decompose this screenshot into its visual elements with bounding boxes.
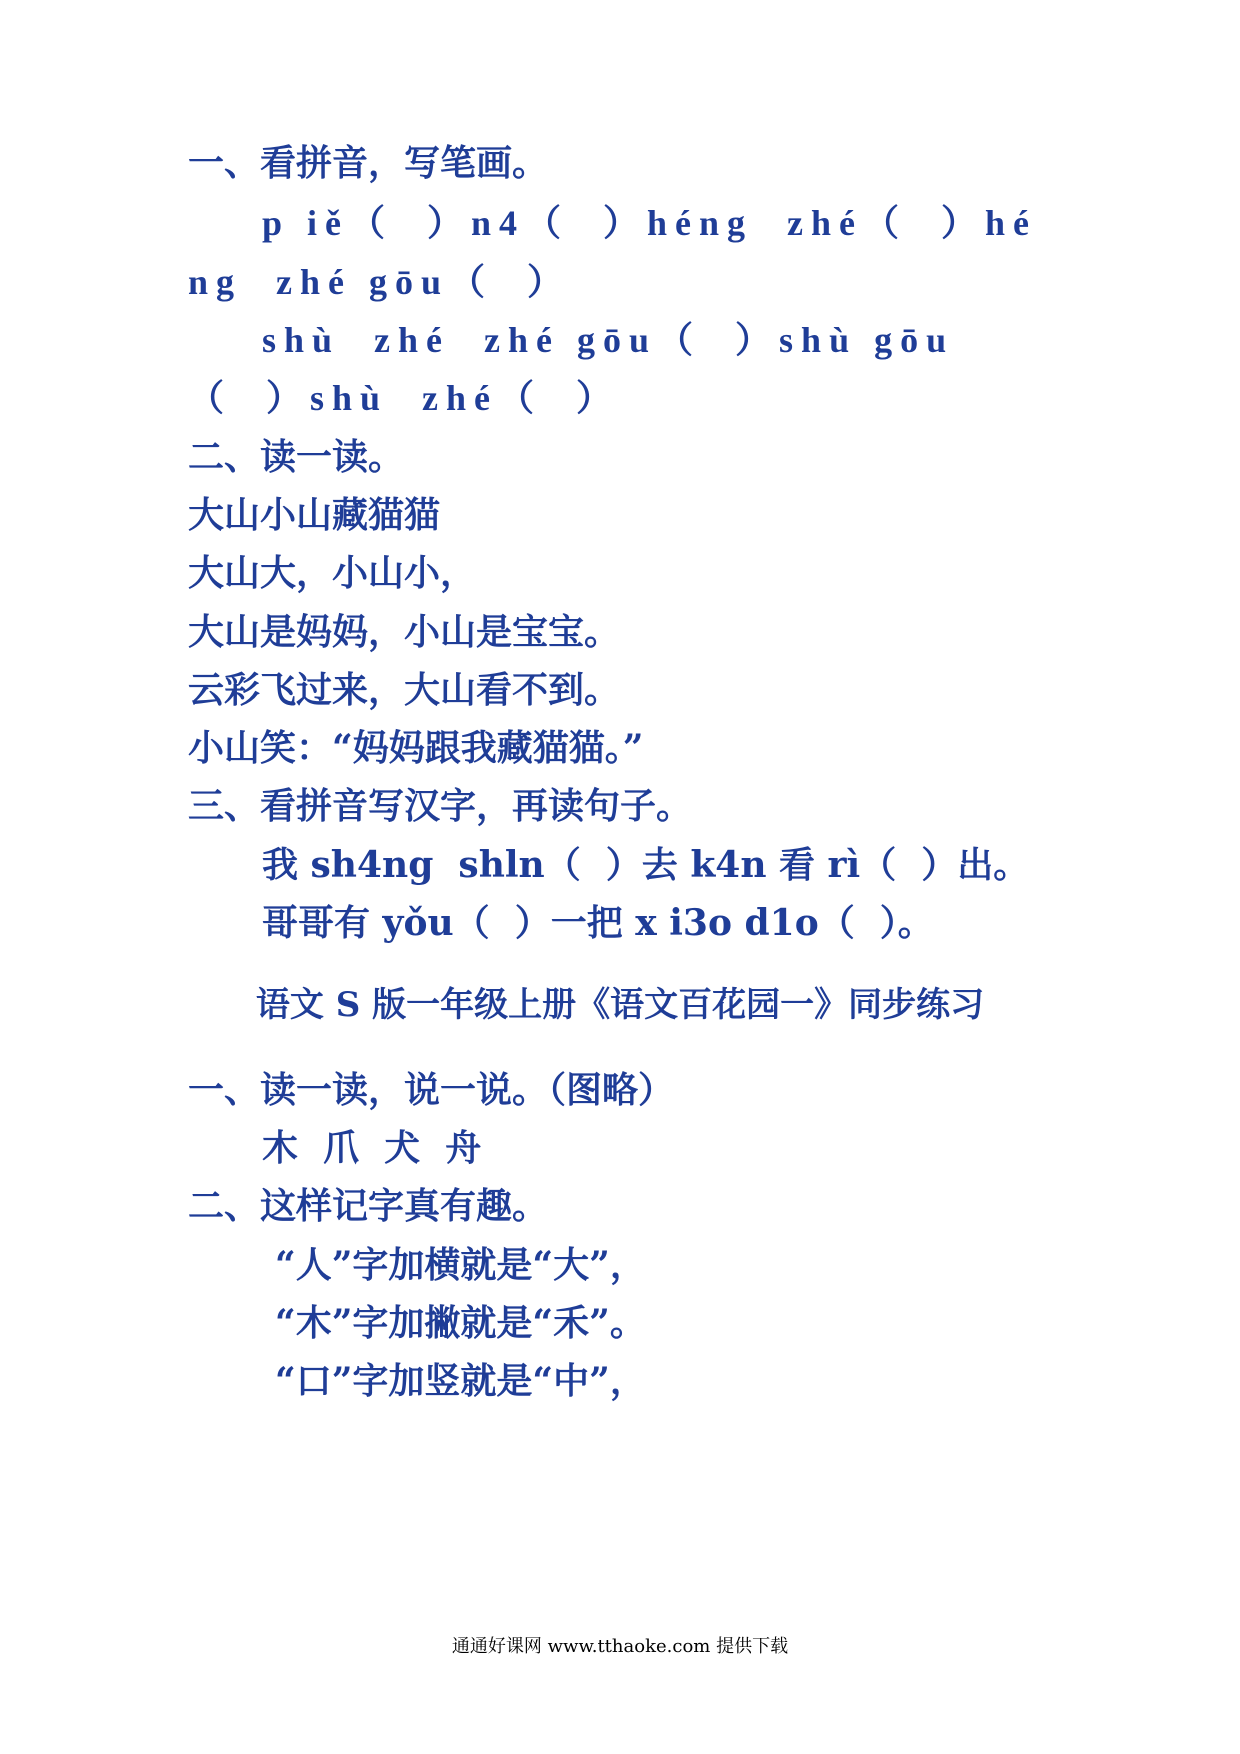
part3-heading: 三、看拼音写汉字，再读句子。 — [188, 785, 693, 827]
poem-line-1: 大山小山藏猫猫 — [188, 494, 441, 536]
part1-pinyin-line-4: （ ）shù zhé（ ） — [188, 378, 621, 418]
part1-pinyin-line-2: ng zhé gōu（ ） — [188, 262, 572, 302]
sec2-part2-line-3: “口”字加竖就是“中”， — [275, 1360, 646, 1402]
part3-sentence-2: 哥哥有 yǒu（ ）一把 x i3o d1o（ ）。 — [262, 902, 934, 944]
part3-sentence-1: 我 sh4ng shln（ ）去 k4n 看 rì（ ）出。 — [262, 844, 1030, 886]
sec2-part2-line-2: “木”字加撇就是“禾”。 — [275, 1302, 646, 1344]
poem-line-2: 大山大，小山小， — [188, 552, 477, 594]
part1-pinyin-line-3: shù zhé zhé gōu（ ）shù gōu — [262, 320, 955, 360]
sec2-part1-heading: 一、读一读，说一说。（图略） — [188, 1069, 675, 1111]
poem-line-4: 云彩飞过来，大山看不到。 — [188, 669, 621, 711]
part1-heading: 一、看拼音，写笔画。 — [188, 142, 549, 184]
part1-pinyin-line-1: p iě（ ）n4（ ）héng zhé（ ）hé — [262, 203, 1038, 243]
page-footer: 通通好课网 www.tthaoke.com 提供下载 — [451, 1636, 789, 1657]
section-title: 语文 S 版一年级上册《语文百花园一》同步练习 — [255, 985, 985, 1025]
sec2-part2-line-1: “人”字加横就是“大”， — [275, 1244, 646, 1286]
poem-line-5: 小山笑：“妈妈跟我藏猫猫。” — [188, 727, 644, 769]
poem-line-3: 大山是妈妈，小山是宝宝。 — [188, 611, 621, 653]
sec2-part2-heading: 二、这样记字真有趣。 — [188, 1185, 549, 1227]
part2-heading: 二、读一读。 — [188, 436, 405, 478]
sec2-part1-chars: 木 爪 犬 舟 — [262, 1127, 482, 1169]
